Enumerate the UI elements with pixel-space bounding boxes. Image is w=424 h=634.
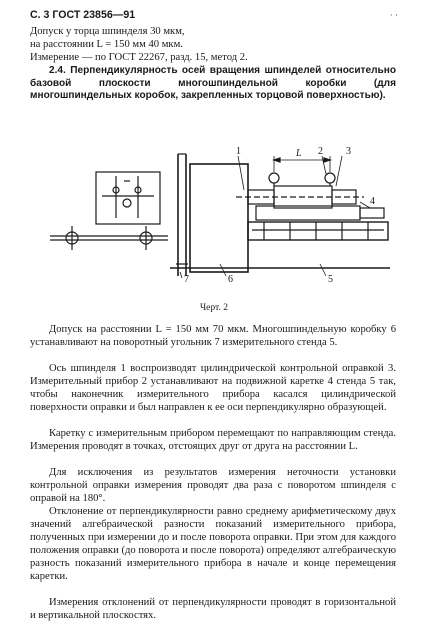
- figure-2-diagram: [20, 146, 390, 298]
- label-spindle-1: 1: [236, 146, 241, 157]
- carriage-4: [360, 208, 384, 218]
- paragraph-measurement-method: Измерение — по ГОСТ 22267, разд. 15, метод 2.: [30, 52, 248, 63]
- paragraph-exclusion: Для исключения из результатов измерения неточности установки контрольной оправки измерения проводят два раза с поворотом шпинделя с оправой на 180°.: [30, 467, 396, 504]
- section-heading-2-4: 2.4. Перпендикулярность осей вращения шпинделей относительно базовой плоскости многошпиндельной коробки (для многошпиндельных коробок, закрепленных торцовой поверхностью).: [30, 65, 396, 102]
- paragraph-planes: Измерения отклонений от перпендикулярности проводят в горизонтальной и вертикальной плоскостях.: [30, 597, 396, 621]
- dial-indicator-end: [325, 173, 335, 183]
- label-indicator-2: 2: [318, 146, 323, 157]
- label-mandrel-3: 3: [346, 146, 351, 157]
- label-dimension-L: L: [296, 148, 302, 159]
- figure-caption: Черт. 2: [200, 303, 228, 313]
- paragraph-spindle-axis: Ось шпинделя 1 воспроизводят цилиндрической контрольной оправкой 3. Измерительный прибор 2 устанавливают на подвижной каретке 4 стенда 5 так, чтобы наконечник измерительного прибора касался цилиндрической поверхности оправки и был направлен к ее оси перпендикулярно образующей.: [30, 363, 396, 413]
- corner-mark: · ·: [389, 10, 398, 20]
- test-stand-5: [248, 222, 388, 240]
- multispindle-box-6: [190, 164, 248, 272]
- dial-indicator-start: [269, 173, 279, 183]
- label-angle-plate-7: 7: [184, 274, 189, 285]
- label-stand-5: 5: [328, 274, 333, 285]
- left-spindle-box: [96, 172, 160, 224]
- paragraph-distance-tolerance: на расстоянии L = 150 мм 40 мкм.: [30, 39, 183, 50]
- paragraph-carriage: Каретку с измерительным прибором перемещают по направляющим стенда. Измерения проводят в точках, отстоящих друг от друга на расстоянии L.: [30, 428, 396, 452]
- paragraph-deviation: Отклонение от перпендикулярности равно среднему арифметическому двух значений алгебраической разности показаний измерительного прибора, полученных при измерении до и после поворота оправки. При этом для каждого положения оправки (до поворота и после поворота) определяют алгебраическую разность показаний измерительного прибора в начале и конце перемещения каретки.: [30, 506, 396, 582]
- label-carriage-4: 4: [370, 196, 375, 207]
- paragraph-tolerance-70: Допуск на расстоянии L = 150 мм 70 мкм. Многошпиндельную коробку 6 устанавливают на поворотный угольник 7 измерительного стенда 5.: [30, 324, 396, 348]
- paragraph-end-tolerance: Допуск у торца шпинделя 30 мкм,: [30, 26, 185, 37]
- label-box-6: 6: [228, 274, 233, 285]
- page-header: С. 3 ГОСТ 23856—91: [30, 9, 136, 21]
